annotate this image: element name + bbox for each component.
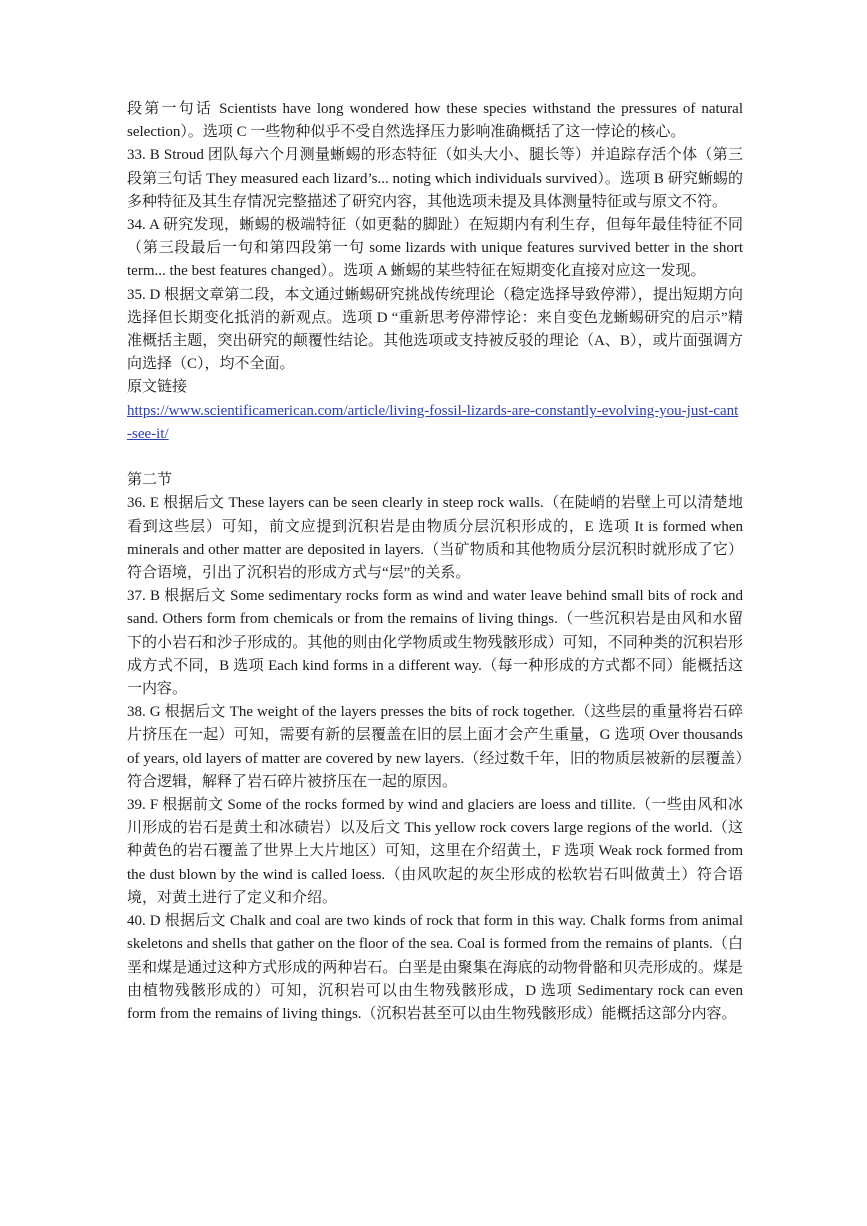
paragraph-answer-38: 38. G 根据后文 The weight of the layers presses the bits of rock together.（这些层的重量将岩石碎片挤压在一起）可知，需要有新的层覆盖在旧的层上面才会产生重量，G 选项 Over thousands of years, old layers of matter are covered by new layers.（经过数千年，旧的物质层被新的层覆盖）符合逻辑，解释了岩石碎片被挤压在一起的原因。 — [127, 704, 743, 790]
paragraph-answer-37: 37. B 根据后文 Some sedimentary rocks form as wind and water leave behind small bits of rock and sand. Others form from chemicals or from the remains of living things.（一些沉积岩是由风和水留下的小岩石和沙子形成的。其他的则由化学物质或生物残骸形成）可知，不同种类的沉积岩形成方式不同，B 选项 Each kind forms in a different way.（每一种形成的方式都不同）能概括这一内容。 — [127, 588, 743, 698]
blank-line — [127, 446, 743, 469]
document-page — [127, 98, 743, 1026]
source-link-row — [127, 400, 743, 446]
paragraph-answer-39: 39. F 根据前文 Some of the rocks formed by wind and glaciers are loess and tillite.（一些由风和冰川形成的岩石是黄土和冰碛岩）以及后文 This yellow rock covers large regions of the world.（这种黄色的岩石覆盖了世界上大片地区）可知，这里在介绍黄土，F 选项 Weak rock formed from the dust blown by the wind is called loess.（由风吹起的灰尘形成的松软岩石叫做黄土）符合语境，对黄土进行了定义和介绍。 — [127, 797, 743, 906]
source-link[interactable]: https://www.scientificamerican.com/article/living-fossil-lizards-are-constantly-evolving-you-just-cant-see-it/ — [127, 402, 739, 442]
paragraph-answer-33: 33. B Stroud 团队每六个月测量蜥蜴的形态特征（如头大小、腿长等）并追踪存活个体（第三段第三句话 They measured each lizard’s... noting which individuals survived）。选项 B 研究蜥蜴的多种特征及其生存情况完整描述了研究内容，其他选项未提及具体测量特征或与原文不符。 — [127, 147, 743, 210]
section-title: 第二节 — [127, 472, 173, 489]
paragraph-answer-35: 35. D 根据文章第二段，本文通过蜥蜴研究挑战传统理论（稳定选择导致停滞），提出短期方向选择但长期变化抵消的新观点。选项 D “重新思考停滞悖论：来自变色龙蜥蜴研究的启示”精准概括主题，突出研究的颠覆性结论。其他选项或支持被反驳的理论（A、B），或片面强调方向选择（C），均不全面。 — [127, 286, 743, 373]
paragraph-answer-40: 40. D 根据后文 Chalk and coal are two kinds of rock that form in this way. Chalk forms from animal skeletons and shells that gather on the floor of the sea. Coal is formed from the remains of plants.（白垩和煤是通过这种方式形成的两种岩石。白垩是由聚集在海底的动物骨骼和贝壳形成的。煤是由植物残骸形成的）可知，沉积岩可以由生物残骸形成，D 选项 Sedimentary rock can even form from the remains of living things.（沉积岩甚至可以由生物残骸形成）能概括这部分内容。 — [127, 913, 743, 1022]
paragraph-answer-32-end: 段第一句话 Scientists have long wondered how these species withstand the pressures of natural selection）。选项 C 一些物种似乎不受自然选择压力影响准确概括了这一悖论的核心。 — [127, 101, 743, 141]
paragraph-answer-36: 36. E 根据后文 These layers can be seen clearly in steep rock walls.（在陡峭的岩壁上可以清楚地看到这些层）可知，前文应提到沉积岩是由物质分层沉积形成的，E 选项 It is formed when minerals and other matter are deposited in layers.（当矿物质和其他物质分层沉积时就形成了它）符合语境，引出了沉积岩的形成方式与“层”的关系。 — [127, 495, 743, 582]
source-link-label: 原文链接 — [127, 379, 188, 396]
paragraph-answer-34: 34. A 研究发现，蜥蜴的极端特征（如更黏的脚趾）在短期内有利生存，但每年最佳特征不同（第三段最后一句和第四段第一句 some lizards with unique features survived better in the short term... the best features changed）。选项 A 蜥蜴的某些特征在短期变化直接对应这一发现。 — [127, 217, 743, 280]
